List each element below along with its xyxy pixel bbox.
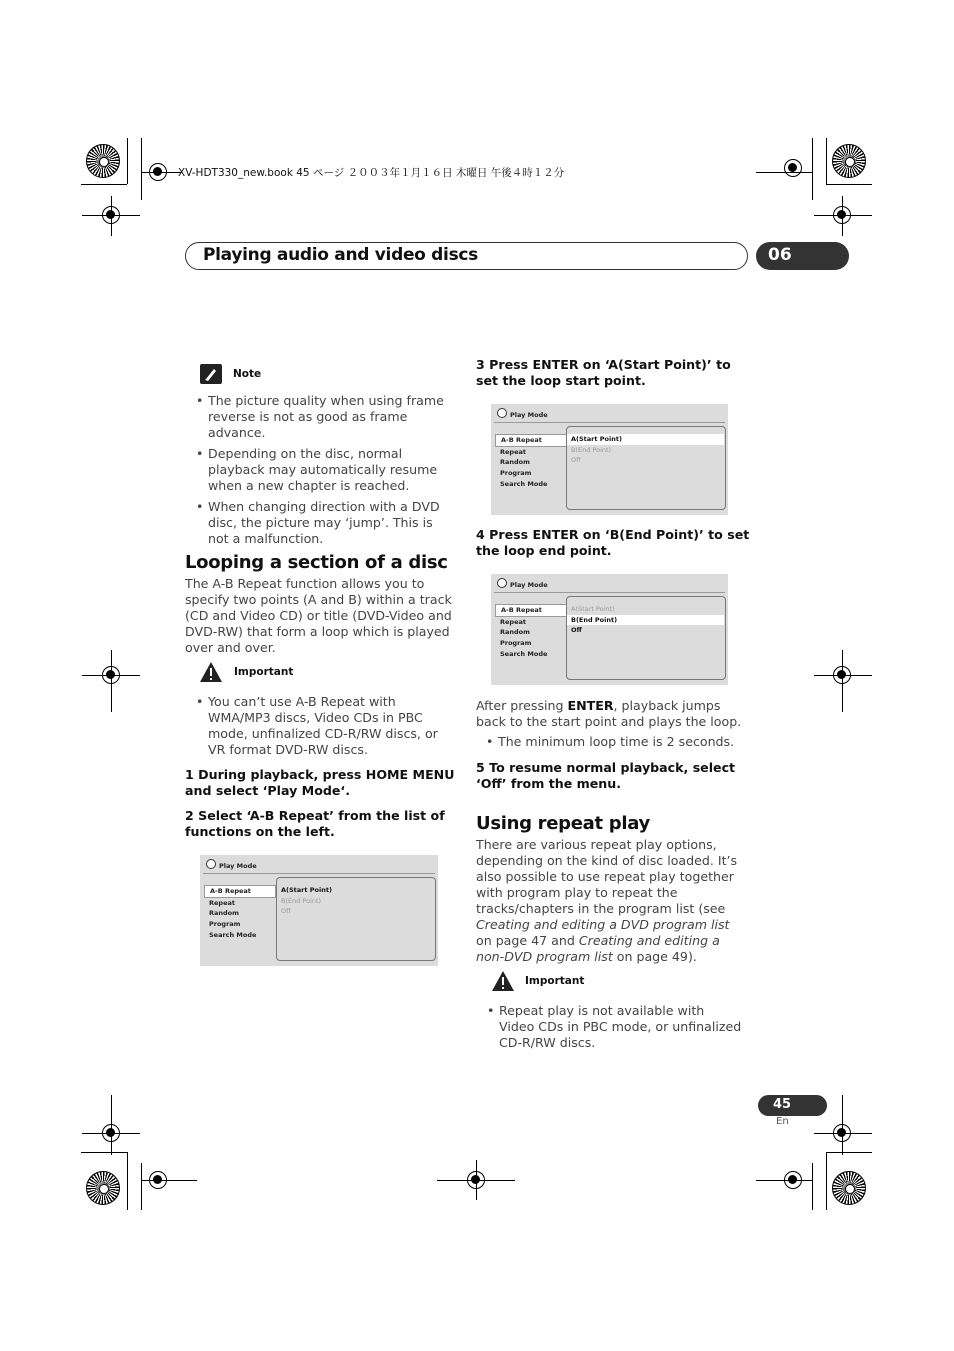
play-mode-screen-1 (200, 855, 438, 966)
page-number-badge (758, 1095, 827, 1116)
looping-intro: The A-B Repeat function allows you to specify two points (A and B) within a track (CD and Video CD) or title (DVD-Video and DVD-RW) that form a loop which is played over and over. (185, 576, 452, 655)
min-loop-item: • The minimum loop time is 2 seconds. (476, 734, 746, 750)
note-item: • Depending on the disc, normal playback may automatically resume when a new chapter is reached. (186, 446, 456, 494)
option-off[interactable]: Off (571, 626, 582, 635)
menu-item-program[interactable]: Program (500, 469, 532, 478)
step-2: 2 Select ‘A-B Repeat’ from the list of functions on the left. (185, 808, 445, 839)
registration-target-icon (149, 163, 167, 181)
repeat-important-item: • Repeat play is not available with Video CDs in PBC mode, or unfinalized CD-R/RW discs. (477, 1003, 742, 1051)
repeat-important-label: Important (525, 975, 585, 987)
menu-item-search-mode[interactable]: Search Mode (209, 930, 257, 939)
registration-burst-icon (832, 1171, 866, 1205)
menu-item-random[interactable]: Random (209, 909, 239, 918)
option-off[interactable]: Off (571, 456, 581, 465)
step-5: 5 To resume normal playback, select ‘Off’ from the menu. (476, 760, 736, 791)
menu-item-ab-repeat[interactable]: A-B Repeat (495, 434, 567, 447)
menu-item-program[interactable]: Program (209, 920, 241, 929)
menu-item-ab-repeat[interactable]: A-B Repeat (204, 885, 276, 898)
option-b-end[interactable]: B(End Point) (281, 896, 322, 905)
option-a-start[interactable]: A(Start Point) (571, 605, 615, 613)
note-item: • The picture quality when using frame reverse is not as good as frame advance. (186, 393, 456, 441)
option-a-start[interactable]: A(Start Point) (567, 434, 724, 445)
note-item: • When changing direction with a DVD disc, the picture may ‘jump’. This is not a malfunction. (186, 499, 456, 547)
menu-item-repeat[interactable]: Repeat (209, 898, 235, 907)
registration-target-icon (149, 1171, 167, 1189)
screen-title: Play Mode (219, 862, 257, 870)
registration-target-icon (833, 1124, 851, 1142)
step-1: 1 During playback, press HOME MENU and select ‘Play Mode‘. (185, 767, 455, 798)
link-dvd-program-list: Creating and editing a DVD program list (476, 917, 730, 932)
option-a-start[interactable]: A(Start Point) (281, 886, 332, 894)
step-4: 4 Press ENTER on ‘B(End Point)’ to set the loop end point. (476, 527, 750, 558)
option-b-end[interactable]: B(End Point) (567, 615, 724, 626)
registration-target-icon (833, 206, 851, 224)
warning-icon (491, 970, 515, 992)
registration-burst-icon (832, 144, 866, 178)
important-list (186, 694, 458, 763)
repeat-heading: Using repeat play (476, 813, 650, 834)
registration-target-icon (102, 206, 120, 224)
menu-item-repeat[interactable]: Repeat (500, 617, 526, 626)
warning-icon (199, 661, 223, 683)
menu-item-random[interactable]: Random (500, 458, 530, 467)
step-3: 3 Press ENTER on ‘A(Start Point)’ to set the loop start point. (476, 357, 731, 388)
menu-item-search-mode[interactable]: Search Mode (500, 479, 548, 488)
option-off[interactable]: Off (281, 907, 291, 916)
play-mode-screen-2 (491, 404, 728, 515)
registration-target-icon (784, 159, 802, 177)
screen-title: Play Mode (510, 581, 548, 589)
screen-title: Play Mode (510, 411, 548, 419)
repeat-intro: There are various repeat play options, depending on the kind of disc loaded. It’s also possible to use repeat play together with program play to repeat the tracks/chapters in the program list (see Creating and editing a DVD program list on page 47 and Creating and editing a non-DVD program list on page 49). (476, 837, 738, 964)
registration-burst-icon (86, 1171, 120, 1205)
enter-key-label: ENTER (567, 698, 614, 713)
repeat-important-list (477, 1003, 742, 1056)
note-list (186, 393, 456, 552)
min-loop-list (476, 734, 746, 755)
looping-heading: Looping a section of a disc (185, 552, 448, 573)
note-label: Note (233, 368, 262, 380)
registration-burst-icon (86, 144, 120, 178)
disc-icon (497, 578, 507, 588)
disc-icon (497, 408, 507, 418)
important-label: Important (234, 666, 294, 678)
link-non-dvd-program-list: Creating and editing a non-DVD program list (476, 933, 720, 964)
chapter-number: 06 (768, 245, 792, 265)
language-code: En (776, 1116, 789, 1127)
disc-icon (206, 859, 216, 869)
option-b-end[interactable]: B(End Point) (571, 445, 612, 454)
print-header-line: XV-HDT330_new.book 45 ページ ２００３年１月１６日 木曜日 午後４時１２分 (178, 167, 565, 179)
menu-item-search-mode[interactable]: Search Mode (500, 649, 548, 658)
menu-item-repeat[interactable]: Repeat (500, 447, 526, 456)
page-number: 45 (773, 1097, 792, 1112)
registration-target-icon (784, 1171, 802, 1189)
note-icon (200, 364, 222, 384)
registration-target-icon (833, 666, 851, 684)
menu-item-ab-repeat[interactable]: A-B Repeat (495, 604, 567, 617)
after-enter-text: After pressing ENTER, playback jumps back to the start point and plays the loop. (476, 698, 742, 729)
play-mode-screen-3 (491, 574, 728, 685)
important-item: • You can’t use A-B Repeat with WMA/MP3 discs, Video CDs in PBC mode, unfinalized CD-R/RW discs, or VR format DVD-RW discs. (186, 694, 458, 758)
registration-target-icon (467, 1171, 485, 1189)
registration-target-icon (102, 666, 120, 684)
menu-item-program[interactable]: Program (500, 639, 532, 648)
registration-target-icon (102, 1124, 120, 1142)
chapter-title: Playing audio and video discs (203, 245, 478, 265)
menu-item-random[interactable]: Random (500, 628, 530, 637)
